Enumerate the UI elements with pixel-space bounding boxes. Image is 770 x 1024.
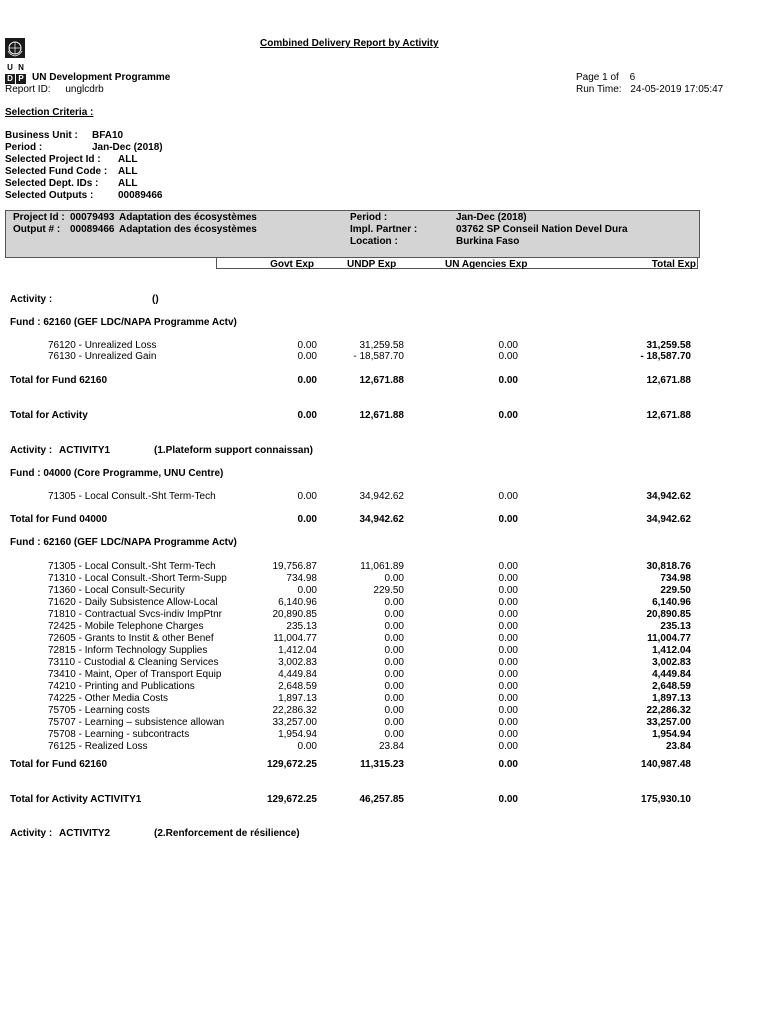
run-time-label: Run Time: <box>576 84 622 95</box>
logo-letter-u: U <box>7 63 13 72</box>
govt-exp-value: 0.00 <box>297 491 317 502</box>
undp-exp-value: 11,315.23 <box>360 759 404 770</box>
govt-exp-value: 129,672.25 <box>266 759 317 770</box>
govt-exp-value: 19,756.87 <box>272 561 317 572</box>
undp-exp-value: 12,671.88 <box>359 410 404 421</box>
agency-exp-value: 0.00 <box>498 351 518 362</box>
total-exp-value: 1,897.13 <box>652 693 691 704</box>
govt-exp-value: 3,002.83 <box>278 657 317 668</box>
agency-exp-value: 0.00 <box>498 633 518 644</box>
report-id <box>5 84 104 95</box>
line-item-description: 75707 - Learning – subsistence allowan <box>48 717 225 728</box>
line-item-description: 74210 - Printing and Publications <box>48 681 195 692</box>
agency-exp-value: 0.00 <box>498 657 518 668</box>
govt-exp-value: 6,140.96 <box>278 597 317 608</box>
fund-heading: Fund : 04000 (Core Programme, UNU Centre) <box>10 468 224 479</box>
undp-exp-value: 0.00 <box>384 729 404 740</box>
line-item-description: 75705 - Learning costs <box>48 705 150 716</box>
criteria-label: Selected Fund Code : <box>5 166 108 177</box>
total-exp-value: 229.50 <box>660 585 691 596</box>
total-exp-value: 4,449.84 <box>652 669 691 680</box>
undp-exp-value: 0.00 <box>384 705 404 716</box>
fund-heading: Fund : 62160 (GEF LDC/NAPA Programme Actv) <box>10 317 237 328</box>
column-header-agency: UN Agencies Exp <box>445 259 528 270</box>
criteria-label: Selected Project Id : <box>5 154 101 165</box>
activity-description: (2.Renforcement de résilience) <box>154 828 300 839</box>
undp-exp-value: 0.00 <box>384 717 404 728</box>
line-item-description: 75708 - Learning - subcontracts <box>48 729 190 740</box>
total-exp-value: 1,954.94 <box>652 729 691 740</box>
govt-exp-value: 0.00 <box>297 410 317 421</box>
total-exp-value: 34,942.62 <box>646 514 691 525</box>
logo-letter-p: P <box>16 74 26 84</box>
undp-exp-value: 12,671.88 <box>359 375 404 386</box>
total-label: Total for Activity <box>10 410 88 421</box>
activity-description: () <box>152 294 159 305</box>
govt-exp-value: 1,412.04 <box>278 645 317 656</box>
undp-exp-value: 34,942.62 <box>359 491 404 502</box>
location-value: Burkina Faso <box>456 236 520 247</box>
undp-exp-value: 0.00 <box>384 645 404 656</box>
undp-exp-value: 0.00 <box>384 633 404 644</box>
undp-exp-value: 0.00 <box>384 681 404 692</box>
project-id: 00079493 <box>70 212 115 223</box>
govt-exp-value: 0.00 <box>297 351 317 362</box>
total-exp-value: 23.84 <box>665 741 691 752</box>
project-name: Adaptation des écosystèmes <box>119 212 257 223</box>
partner-value: 03762 SP Conseil Nation Devel Dura <box>456 224 628 235</box>
govt-exp-value: 2,648.59 <box>278 681 317 692</box>
undp-exp-value: 34,942.62 <box>359 514 404 525</box>
total-exp-value: 6,140.96 <box>652 597 691 608</box>
activity-description: (1.Plateform support connaissan) <box>154 445 313 456</box>
total-label: Total for Fund 62160 <box>10 759 108 770</box>
govt-exp-value: 11,004.77 <box>273 633 317 644</box>
total-exp-value: 2,648.59 <box>652 681 691 692</box>
page-indicator <box>576 72 635 83</box>
total-exp-value: 734.98 <box>660 573 691 584</box>
column-header-total: Total Exp <box>651 259 696 270</box>
agency-exp-value: 0.00 <box>498 717 518 728</box>
agency-exp-value: 0.00 <box>498 609 518 620</box>
total-exp-value: 12,671.88 <box>646 410 691 421</box>
govt-exp-value: 1,954.94 <box>278 729 317 740</box>
agency-exp-value: 0.00 <box>498 759 518 770</box>
undp-exp-value: 0.00 <box>384 597 404 608</box>
criteria-value: ALL <box>118 154 138 165</box>
undp-exp-value: 0.00 <box>384 573 404 584</box>
govt-exp-value: 20,890.85 <box>272 609 317 620</box>
agency-exp-value: 0.00 <box>498 741 518 752</box>
run-time-value: 24-05-2019 17:05:47 <box>630 84 724 95</box>
line-item-description: 71305 - Local Consult.-Sht Term-Tech <box>48 561 216 572</box>
undp-logo <box>5 38 27 84</box>
agency-exp-value: 0.00 <box>498 597 518 608</box>
criteria-heading: Selection Criteria : <box>5 107 94 118</box>
criteria-label: Business Unit : <box>5 130 78 141</box>
agency-exp-value: 0.00 <box>498 621 518 632</box>
total-label: Total for Activity ACTIVITY1 <box>10 794 142 805</box>
govt-exp-value: 129,672.25 <box>266 794 317 805</box>
total-exp-value: 140,987.48 <box>640 759 691 770</box>
activity-code: ACTIVITY1 <box>59 445 111 456</box>
agency-exp-value: 0.00 <box>498 410 518 421</box>
criteria-value: ALL <box>118 166 138 177</box>
undp-exp-value: 0.00 <box>384 621 404 632</box>
undp-exp-value: 11,061.89 <box>360 561 404 572</box>
govt-exp-value: 0.00 <box>297 741 317 752</box>
report-id-value: unglcdrb <box>65 84 104 95</box>
agency-exp-value: 0.00 <box>498 561 518 572</box>
undp-exp-value: 229.50 <box>373 585 404 596</box>
output-id: 00089466 <box>70 224 115 235</box>
line-item-description: 76130 - Unrealized Gain <box>48 351 157 362</box>
total-exp-value: 1,412.04 <box>652 645 691 656</box>
column-header-undp: UNDP Exp <box>347 259 397 270</box>
period-value: Jan-Dec (2018) <box>456 212 527 223</box>
total-exp-value: 30,818.76 <box>646 561 691 572</box>
agency-exp-value: 0.00 <box>498 573 518 584</box>
line-item-description: 73410 - Maint, Oper of Transport Equip <box>48 669 222 680</box>
total-exp-value: 31,259.58 <box>646 340 691 351</box>
fund-heading: Fund : 62160 (GEF LDC/NAPA Programme Actv) <box>10 537 237 548</box>
criteria-label: Selected Dept. IDs : <box>5 178 99 189</box>
govt-exp-value: 0.00 <box>297 375 317 386</box>
total-exp-value: 34,942.62 <box>646 491 691 502</box>
line-item-description: 71620 - Daily Subsistence Allow-Local <box>48 597 218 608</box>
org-name: UN Development Programme <box>32 72 171 83</box>
line-item-description: 76125 - Realized Loss <box>48 741 148 752</box>
agency-exp-value: 0.00 <box>498 794 518 805</box>
line-item-description: 71305 - Local Consult.-Sht Term-Tech <box>48 491 216 502</box>
criteria-label: Period : <box>5 142 43 153</box>
activity-label: Activity : <box>10 445 53 456</box>
line-item-description: 72815 - Inform Technology Supplies <box>48 645 208 656</box>
line-item-description: 71810 - Contractual Svcs-indiv ImpPtnr <box>48 609 222 620</box>
agency-exp-value: 0.00 <box>498 729 518 740</box>
undp-exp-value: 0.00 <box>384 669 404 680</box>
govt-exp-value: 0.00 <box>297 514 317 525</box>
period-label: Period : <box>350 212 388 223</box>
report-title: Combined Delivery Report by Activity <box>260 38 439 49</box>
undp-exp-value: 0.00 <box>384 657 404 668</box>
line-item-description: 76120 - Unrealized Loss <box>48 340 157 351</box>
agency-exp-value: 0.00 <box>498 681 518 692</box>
govt-exp-value: 0.00 <box>297 340 317 351</box>
total-exp-value: 22,286.32 <box>646 705 691 716</box>
partner-label: Impl. Partner : <box>350 224 418 235</box>
govt-exp-value: 22,286.32 <box>272 705 317 716</box>
criteria-value: BFA10 <box>92 130 124 141</box>
govt-exp-value: 235.13 <box>286 621 317 632</box>
total-exp-value: - 18,587.70 <box>640 351 691 362</box>
output-label: Output # : <box>13 224 61 235</box>
undp-exp-value: 0.00 <box>384 609 404 620</box>
govt-exp-value: 4,449.84 <box>278 669 317 680</box>
agency-exp-value: 0.00 <box>498 340 518 351</box>
total-exp-value: 12,671.88 <box>646 375 691 386</box>
undp-exp-value: 31,259.58 <box>359 340 404 351</box>
total-label: Total for Fund 62160 <box>10 375 108 386</box>
activity-label: Activity : <box>10 294 53 305</box>
total-label: Total for Fund 04000 <box>10 514 108 525</box>
total-exp-value: 33,257.00 <box>646 717 691 728</box>
total-exp-value: 20,890.85 <box>646 609 691 620</box>
govt-exp-value: 0.00 <box>297 585 317 596</box>
run-time <box>576 84 723 95</box>
activity-code: ACTIVITY2 <box>59 828 111 839</box>
line-item-description: 73110 - Custodial & Cleaning Services <box>48 657 219 668</box>
line-item-description: 72425 - Mobile Telephone Charges <box>48 621 204 632</box>
criteria-label: Selected Outputs : <box>5 190 94 201</box>
undp-exp-value: 46,257.85 <box>359 794 404 805</box>
total-exp-value: 235.13 <box>660 621 691 632</box>
agency-exp-value: 0.00 <box>498 645 518 656</box>
agency-exp-value: 0.00 <box>498 669 518 680</box>
agency-exp-value: 0.00 <box>498 693 518 704</box>
agency-exp-value: 0.00 <box>498 491 518 502</box>
agency-exp-value: 0.00 <box>498 705 518 716</box>
report-id-label: Report ID: <box>5 84 51 95</box>
undp-exp-value: - 18,587.70 <box>353 351 404 362</box>
page-text: Page 1 of <box>576 72 619 83</box>
undp-exp-value: 23.84 <box>378 741 404 752</box>
page-total: 6 <box>629 72 636 83</box>
logo-letter-n: N <box>18 63 24 72</box>
line-item-description: 74225 - Other Media Costs <box>48 693 169 704</box>
line-item-description: 71310 - Local Consult.-Short Term-Supp <box>48 573 227 584</box>
total-exp-value: 175,930.10 <box>640 794 691 805</box>
un-emblem-icon <box>5 38 25 58</box>
column-header-govt: Govt Exp <box>270 259 314 270</box>
agency-exp-value: 0.00 <box>498 585 518 596</box>
total-exp-value: 11,004.77 <box>647 633 691 644</box>
agency-exp-value: 0.00 <box>498 514 518 525</box>
activity-label: Activity : <box>10 828 53 839</box>
line-item-description: 71360 - Local Consult-Security <box>48 585 185 596</box>
output-name: Adaptation des écosystèmes <box>119 224 257 235</box>
undp-exp-value: 0.00 <box>384 693 404 704</box>
criteria-value: 00089466 <box>118 190 163 201</box>
location-label: Location : <box>350 236 398 247</box>
criteria-value: ALL <box>118 178 138 189</box>
logo-letter-d: D <box>5 74 15 84</box>
agency-exp-value: 0.00 <box>498 375 518 386</box>
total-exp-value: 3,002.83 <box>652 657 691 668</box>
govt-exp-value: 734.98 <box>286 573 317 584</box>
criteria-value: Jan-Dec (2018) <box>92 142 163 153</box>
project-id-label: Project Id : <box>13 212 65 223</box>
govt-exp-value: 1,897.13 <box>278 693 317 704</box>
govt-exp-value: 33,257.00 <box>272 717 317 728</box>
line-item-description: 72605 - Grants to Instit & other Benef <box>48 633 214 644</box>
